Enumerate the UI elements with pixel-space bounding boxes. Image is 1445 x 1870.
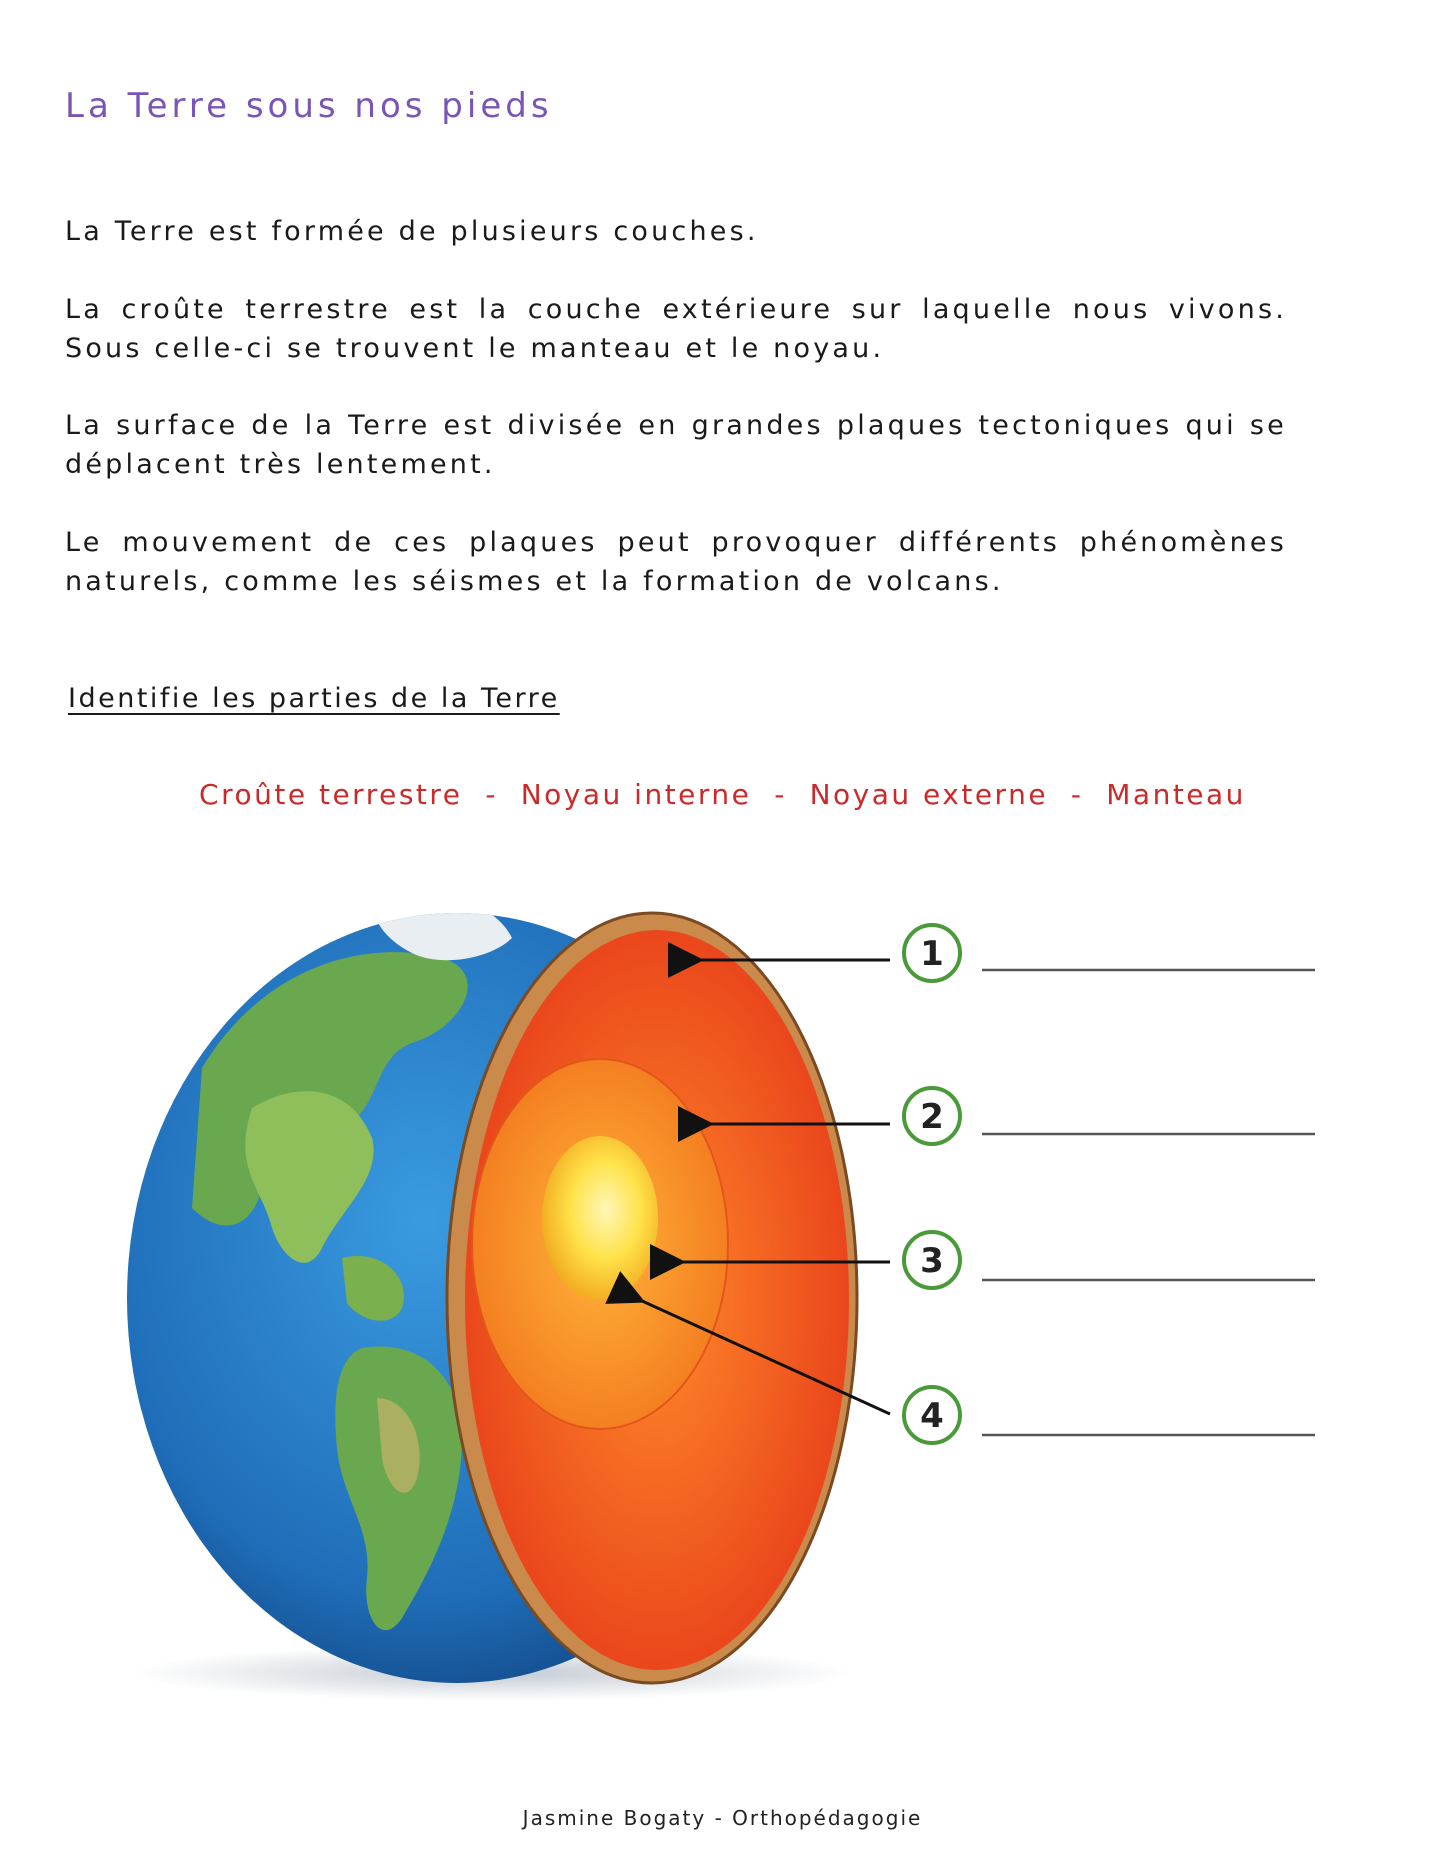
earth-layers-diagram (112, 878, 1327, 1704)
word-bank: Croûte terrestre - Noyau interne - Noyau externe - Manteau (199, 778, 1246, 811)
paragraph-4: Le mouvement de ces plaques peut provoquer différents phénomènes naturels, comme les séismes et la formation de volcans. (65, 527, 1287, 597)
label-marker-4 (904, 1387, 960, 1443)
label-number: 3 (920, 1241, 944, 1281)
label-marker-3 (904, 1232, 960, 1288)
label-number: 2 (920, 1097, 944, 1137)
exercise-heading: Identifie les parties de la Terre (68, 683, 560, 714)
label-number: 4 (920, 1396, 944, 1436)
inner-core-layer (542, 1136, 658, 1300)
page-title: La Terre sous nos pieds (65, 86, 553, 126)
paragraph-1: La Terre est formée de plusieurs couches. (65, 216, 759, 247)
label-marker-2 (904, 1088, 960, 1144)
paragraph-3: La surface de la Terre est divisée en grandes plaques tectoniques qui se déplacent très lentement. (65, 410, 1287, 480)
label-marker-1 (904, 925, 960, 981)
label-number: 1 (920, 934, 944, 974)
paragraph-2: La croûte terrestre est la couche extérieure sur laquelle nous vivons. Sous celle-ci se trouvent le manteau et le noyau. (65, 294, 1287, 364)
footer-credit: Jasmine Bogaty - Orthopédagogie (522, 1806, 923, 1830)
